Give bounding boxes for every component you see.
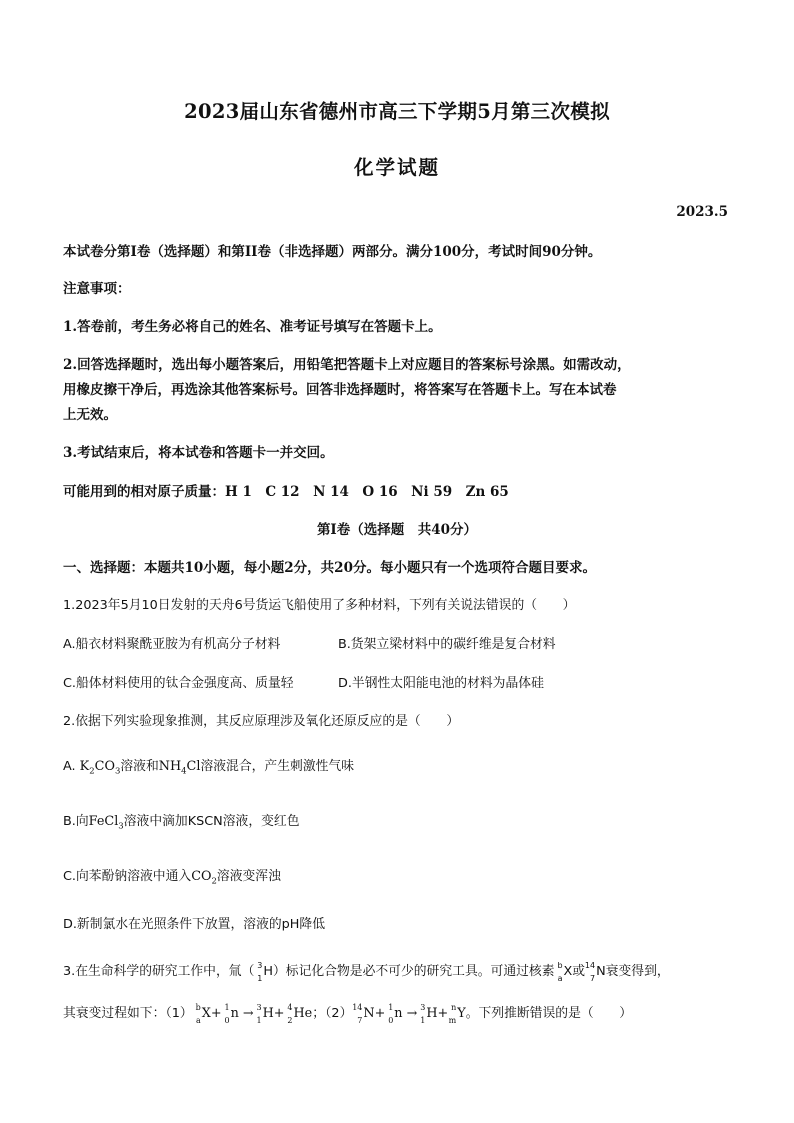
- notice-item-1: 1.答卷前，考生务必将自己的姓名、准考证号填写在答题卡上。: [63, 319, 442, 335]
- question-3-line-1: 3.在生命科学的研究工作中，氚（ 3 1 H）标记化合物是必不可少的研究工具。可通过核素 b a X或 14 7 N衰变得到，: [63, 960, 670, 983]
- exam-intro: 本试卷分第I卷（选择题）和第II卷（非选择题）两部分。满分100分，考试时间90分钟。: [63, 244, 602, 260]
- question-2-option-c: C.向苯酚钠溶液中通入$CO_2$溶液变浑浊: [63, 869, 281, 887]
- question-2-option-a: A. $K_2CO_3$溶液和$NH_4Cl$溶液混合，产生刺激性气味: [63, 759, 354, 777]
- document-subtitle: 化学试题: [353, 156, 440, 179]
- question-3-line-2: 其衰变过程如下：（1） b a X+ 1 0 n → 3 1 H+ 4 2 He；（2） 14 7 N+ 1 0 n → 3 1 H+ n m Y。下列推断错误的是（ ）: [63, 1002, 633, 1025]
- question-2-option-d: D.新制氯水在光照条件下放置，溶液的pH降低: [63, 917, 326, 932]
- atomic-masses: 可能用到的相对原子质量：H 1 C 12 N 14 O 16 Ni 59 Zn 65: [63, 484, 509, 500]
- notice-item-2-line-3: 上无效。: [63, 407, 117, 423]
- question-1-stem: 1.2023年5月10日发射的天舟6号货运飞船使用了多种材料，下列有关说法错误的（ ）: [63, 598, 576, 613]
- question-1-option-c: C.船体材料使用的钛合金强度高、质量轻: [63, 676, 294, 691]
- question-2-option-b: B.向FeCl$_3$溶液中滴加KSCN溶液，变红色: [63, 814, 300, 832]
- notice-title: 注意事项：: [63, 281, 131, 297]
- question-2-stem: 2.依据下列实验现象推测，其反应原理涉及氧化还原反应的是（ ）: [63, 714, 460, 729]
- notice-item-3: 3.考试结束后，将本试卷和答题卡一并交回。: [63, 445, 334, 461]
- part-1-heading: 第I卷（选择题 共40分）: [316, 522, 478, 538]
- notice-item-2-line-2: 用橡皮擦干净后，再选涂其他答案标号。回答非选择题时，将答案写在答题卡上。写在本试卷: [63, 382, 617, 398]
- notice-item-2-line-1: 2.回答选择题时，选出每小题答案后，用铅笔把答题卡上对应题目的答案标号涂黑。如需改动，: [63, 357, 631, 373]
- question-1-option-a: A.船衣材料聚酰亚胺为有机高分子材料: [63, 637, 281, 652]
- question-1-option-d: D.半钢性太阳能电池的材料为晶体硅: [338, 676, 544, 691]
- document-title: 2023届山东省德州市高三下学期5月第三次模拟: [184, 100, 610, 123]
- exam-date: 2023.5: [676, 204, 728, 220]
- section-1-heading: 一、选择题：本题共10小题，每小题2分，共20分。每小题只有一个选项符合题目要求。: [63, 560, 596, 576]
- question-1-option-b: B.货架立梁材料中的碳纤维是复合材料: [338, 637, 556, 652]
